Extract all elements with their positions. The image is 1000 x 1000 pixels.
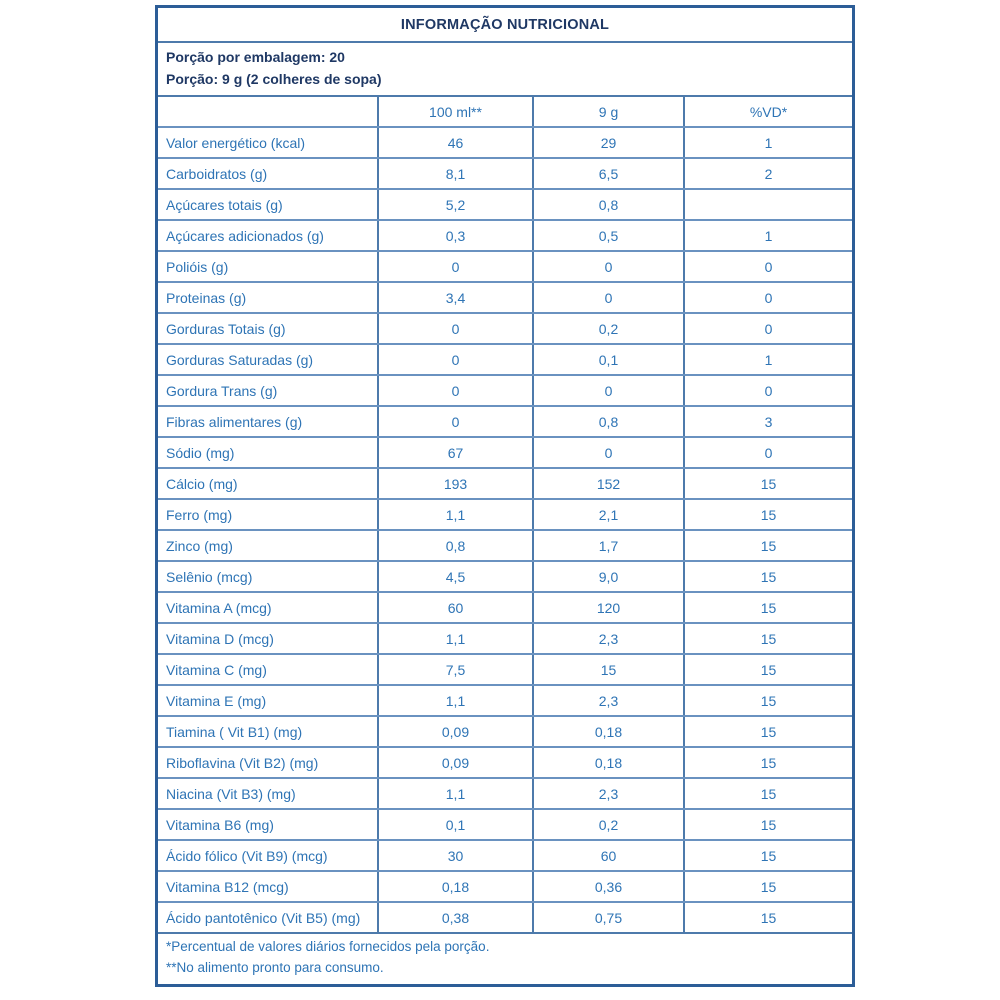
value-vd: 15 <box>683 779 852 808</box>
nutrient-row <box>158 436 852 467</box>
nutrient-label: Vitamina A (mcg) <box>166 599 272 616</box>
nutrient-label: Carboidratos (g) <box>166 165 268 182</box>
value-100ml: 7,5 <box>377 655 532 684</box>
nutrient-label: Fibras alimentares (g) <box>166 413 303 430</box>
value-100ml: 0 <box>377 407 532 436</box>
value-100ml: 0 <box>377 376 532 405</box>
value-100ml: 0 <box>377 252 532 281</box>
nutrient-row <box>158 405 852 436</box>
value-100ml: 3,4 <box>377 283 532 312</box>
nutrient-label: Vitamina B6 (mg) <box>166 816 274 833</box>
value-100ml: 1,1 <box>377 779 532 808</box>
value-100ml: 0,18 <box>377 872 532 901</box>
nutrient-row <box>158 343 852 374</box>
value-9g: 2,1 <box>532 500 683 529</box>
value-vd: 15 <box>683 717 852 746</box>
value-100ml: 4,5 <box>377 562 532 591</box>
nutrient-row <box>158 901 852 932</box>
value-100ml: 0 <box>377 345 532 374</box>
nutrient-label: Tiamina ( Vit B1) (mg) <box>166 723 303 740</box>
nutrient-row <box>158 188 852 219</box>
value-9g: 2,3 <box>532 779 683 808</box>
value-vd: 1 <box>683 221 852 250</box>
nutrient-label: Gorduras Totais (g) <box>166 320 286 337</box>
column-header-row <box>158 95 852 126</box>
value-100ml: 67 <box>377 438 532 467</box>
value-9g: 2,3 <box>532 686 683 715</box>
value-vd: 15 <box>683 624 852 653</box>
value-100ml: 60 <box>377 593 532 622</box>
value-9g: 6,5 <box>532 159 683 188</box>
nutrient-row <box>158 653 852 684</box>
value-9g: 2,3 <box>532 624 683 653</box>
nutrient-row <box>158 498 852 529</box>
value-100ml: 0,09 <box>377 717 532 746</box>
column-header-vd: %VD* <box>683 97 852 126</box>
servings-per-package: Porção por embalagem: 20 <box>166 49 345 65</box>
serving-size: Porção: 9 g (2 colheres de sopa) <box>166 70 382 87</box>
value-vd: 15 <box>683 562 852 591</box>
nutrient-label: Sódio (mg) <box>166 444 235 461</box>
value-vd: 1 <box>683 128 852 157</box>
value-vd: 15 <box>683 531 852 560</box>
value-vd: 0 <box>683 252 852 281</box>
nutrient-label: Açúcares adicionados (g) <box>166 227 324 244</box>
nutrient-label: Riboflavina (Vit B2) (mg) <box>166 754 319 771</box>
value-100ml: 0,8 <box>377 531 532 560</box>
value-9g: 9,0 <box>532 562 683 591</box>
nutrient-label: Açúcares totais (g) <box>166 196 283 213</box>
nutrient-row <box>158 281 852 312</box>
value-vd: 15 <box>683 593 852 622</box>
column-header-9g: 9 g <box>532 97 683 126</box>
value-9g: 0,8 <box>532 407 683 436</box>
nutrient-label: Ácido fólico (Vit B9) (mcg) <box>166 847 328 864</box>
nutrient-label: Gorduras Saturadas (g) <box>166 351 314 368</box>
value-100ml: 5,2 <box>377 190 532 219</box>
nutrient-row <box>158 250 852 281</box>
footnotes <box>158 932 852 984</box>
value-vd: 0 <box>683 376 852 405</box>
value-vd: 15 <box>683 841 852 870</box>
table-title: INFORMAÇÃO NUTRICIONAL <box>400 16 610 33</box>
value-100ml: 0,3 <box>377 221 532 250</box>
value-9g: 152 <box>532 469 683 498</box>
nutrient-row <box>158 529 852 560</box>
nutrient-label: Ferro (mg) <box>166 506 233 523</box>
nutrient-label: Polióis (g) <box>166 258 229 275</box>
footnote-prepared-food: **No alimento pronto para consumo. <box>166 960 384 976</box>
nutrient-row <box>158 219 852 250</box>
value-100ml: 30 <box>377 841 532 870</box>
value-vd <box>683 190 852 219</box>
nutrient-row <box>158 467 852 498</box>
value-9g: 120 <box>532 593 683 622</box>
nutrient-label: Selênio (mcg) <box>166 568 253 585</box>
nutrient-row <box>158 560 852 591</box>
nutrient-label: Gordura Trans (g) <box>166 382 278 399</box>
value-vd: 0 <box>683 283 852 312</box>
nutrition-table <box>155 5 855 987</box>
nutrient-row <box>158 312 852 343</box>
value-100ml: 0,09 <box>377 748 532 777</box>
nutrient-row <box>158 591 852 622</box>
column-header-100ml: 100 ml** <box>377 97 532 126</box>
value-vd: 15 <box>683 748 852 777</box>
nutrient-label: Vitamina D (mcg) <box>166 630 274 647</box>
nutrient-row <box>158 374 852 405</box>
nutrient-row <box>158 870 852 901</box>
value-100ml: 1,1 <box>377 686 532 715</box>
nutrient-row <box>158 622 852 653</box>
nutrient-row <box>158 777 852 808</box>
value-100ml: 46 <box>377 128 532 157</box>
value-vd: 15 <box>683 903 852 932</box>
value-9g: 0 <box>532 376 683 405</box>
nutrient-row <box>158 715 852 746</box>
nutrient-row <box>158 746 852 777</box>
value-vd: 15 <box>683 655 852 684</box>
value-vd: 15 <box>683 810 852 839</box>
value-9g: 0 <box>532 438 683 467</box>
value-9g: 1,7 <box>532 531 683 560</box>
nutrient-label: Ácido pantotênico (Vit B5) (mg) <box>166 909 361 926</box>
value-9g: 0,1 <box>532 345 683 374</box>
value-100ml: 193 <box>377 469 532 498</box>
nutrient-label: Proteinas (g) <box>166 289 247 306</box>
value-9g: 0,18 <box>532 717 683 746</box>
serving-info <box>158 41 852 95</box>
nutrient-label: Cálcio (mg) <box>166 475 238 492</box>
value-9g: 0 <box>532 252 683 281</box>
nutrient-row <box>158 684 852 715</box>
value-9g: 0,8 <box>532 190 683 219</box>
value-vd: 15 <box>683 469 852 498</box>
value-9g: 0,2 <box>532 314 683 343</box>
value-100ml: 8,1 <box>377 159 532 188</box>
value-vd: 15 <box>683 686 852 715</box>
nutrient-row <box>158 839 852 870</box>
nutrient-row <box>158 808 852 839</box>
value-9g: 0,75 <box>532 903 683 932</box>
nutrient-row <box>158 157 852 188</box>
column-header-empty <box>158 97 377 126</box>
table-body <box>158 126 852 932</box>
nutrient-label: Niacina (Vit B3) (mg) <box>166 785 296 802</box>
value-100ml: 1,1 <box>377 624 532 653</box>
value-vd: 15 <box>683 872 852 901</box>
value-9g: 0 <box>532 283 683 312</box>
value-9g: 0,2 <box>532 810 683 839</box>
value-9g: 15 <box>532 655 683 684</box>
value-9g: 29 <box>532 128 683 157</box>
value-9g: 0,18 <box>532 748 683 777</box>
value-100ml: 1,1 <box>377 500 532 529</box>
nutrient-label: Vitamina C (mg) <box>166 661 267 678</box>
nutrient-row <box>158 126 852 157</box>
nutrient-label: Vitamina E (mg) <box>166 692 267 709</box>
footnote-daily-values: *Percentual de valores diários fornecidos pela porção. <box>166 939 490 955</box>
nutrient-label: Vitamina B12 (mcg) <box>166 878 289 895</box>
value-100ml: 0,1 <box>377 810 532 839</box>
value-100ml: 0 <box>377 314 532 343</box>
value-vd: 0 <box>683 314 852 343</box>
value-vd: 2 <box>683 159 852 188</box>
value-vd: 1 <box>683 345 852 374</box>
value-9g: 0,36 <box>532 872 683 901</box>
value-vd: 15 <box>683 500 852 529</box>
value-100ml: 0,38 <box>377 903 532 932</box>
value-9g: 0,5 <box>532 221 683 250</box>
value-vd: 0 <box>683 438 852 467</box>
nutrient-label: Zinco (mg) <box>166 537 233 554</box>
value-vd: 3 <box>683 407 852 436</box>
value-9g: 60 <box>532 841 683 870</box>
nutrient-label: Valor energético (kcal) <box>166 134 306 151</box>
